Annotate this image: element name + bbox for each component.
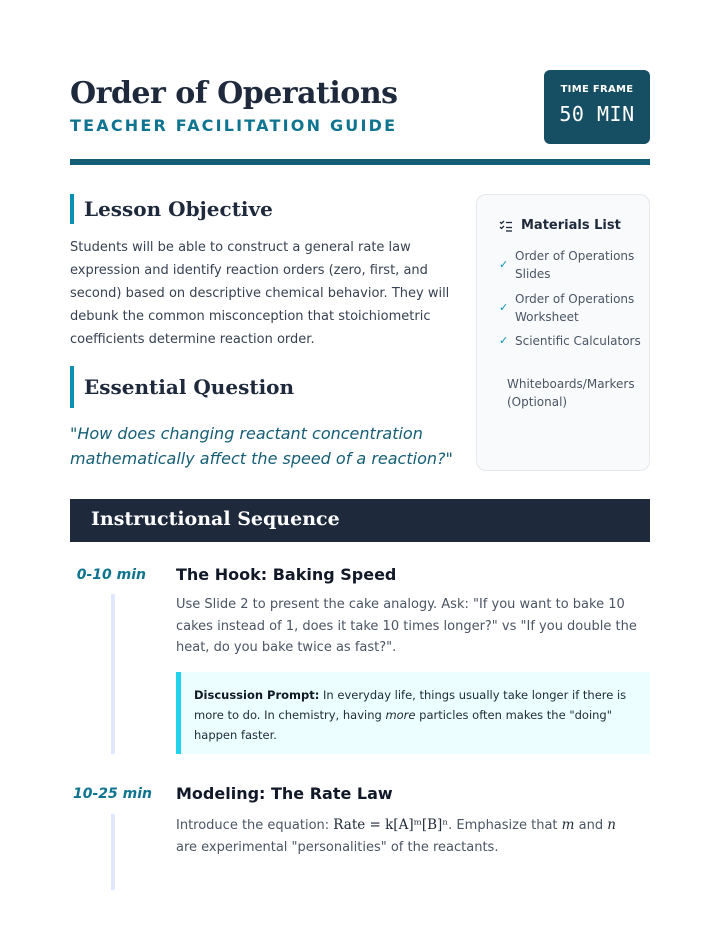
page (70, 0, 650, 932)
materials-item-label: Scientific Calculators (515, 334, 641, 348)
prompt-text: In everyday life, things usually take longer if there is more to do. In chemistry, having (194, 688, 627, 722)
variable-n: n (607, 817, 616, 833)
check-icon: ✓ (499, 258, 509, 271)
time-frame-badge (544, 70, 650, 144)
time-frame-label: TIME FRAME (560, 84, 634, 95)
essential-question-heading-block (70, 366, 294, 408)
page-title: Order of Operations (70, 76, 398, 111)
header (70, 72, 650, 164)
objective-heading-block (70, 194, 273, 224)
sequence-heading: Instructional Sequence (91, 508, 340, 530)
check-icon (499, 375, 507, 411)
materials-item (499, 290, 644, 326)
timeline-line (111, 594, 115, 754)
rate-law-formula: Rate = k[A]ᵐ[B]ⁿ (333, 817, 449, 833)
essential-question-heading: Essential Question (84, 375, 295, 399)
prompt-label: Discussion Prompt: (194, 688, 320, 702)
materials-item-label: Whiteboards/Markers (Optional) (507, 377, 635, 409)
materials-item (499, 332, 644, 350)
step-body-text: and (578, 818, 604, 833)
step-body-text: Introduce the equation: (176, 818, 330, 833)
materials-item-label: Order of Operations Slides (515, 249, 635, 281)
step-body-text: . Emphasize that (448, 818, 558, 833)
materials-card (476, 194, 650, 471)
materials-heading: Materials List (521, 218, 621, 233)
page-subtitle: TEACHER FACILITATION GUIDE (70, 116, 398, 135)
materials-item (499, 375, 644, 411)
materials-item (499, 247, 644, 283)
step-time: 10-25 min (72, 786, 152, 802)
time-frame-value: 50 MIN (559, 102, 635, 126)
step-body (176, 815, 638, 858)
check-icon: ✓ (499, 334, 509, 347)
step-title: The Hook: Baking Speed (176, 565, 397, 584)
timeline-line (111, 814, 115, 890)
discussion-prompt (176, 672, 650, 754)
essential-question-text: "How does changing reactant concentration mathematically affect the speed of a reaction?" (70, 424, 453, 468)
materials-item-label: Order of Operations Worksheet (515, 292, 635, 324)
variable-m: m (561, 817, 575, 833)
objective-heading: Lesson Objective (84, 197, 273, 221)
prompt-emphasis: more (385, 708, 416, 722)
step-title: Modeling: The Rate Law (176, 784, 393, 803)
checklist-icon (499, 219, 513, 233)
prompt-text-end: particles often makes the "doing" happen faster. (194, 708, 613, 742)
materials-header (499, 218, 621, 233)
sequence-banner (70, 499, 650, 542)
step-body: Use Slide 2 to present the cake analogy. Ask: "If you want to bake 10 cakes instead of 1, does it take 10 times longer?" vs "If you double the heat, do you bake twice as fast?". (176, 597, 637, 655)
step-time: 0-10 min (76, 567, 146, 583)
header-divider (70, 159, 650, 165)
step-body-text: are experimental "personalities" of the reactants. (176, 839, 499, 855)
objective-text: Students will be able to construct a general rate law expression and identify reaction orders (zero, first, and second) based on descriptive chemical behavior. They will debunk the common misconception that stoichiometric coefficients determine reaction order. (70, 240, 450, 347)
check-icon: ✓ (499, 301, 509, 314)
